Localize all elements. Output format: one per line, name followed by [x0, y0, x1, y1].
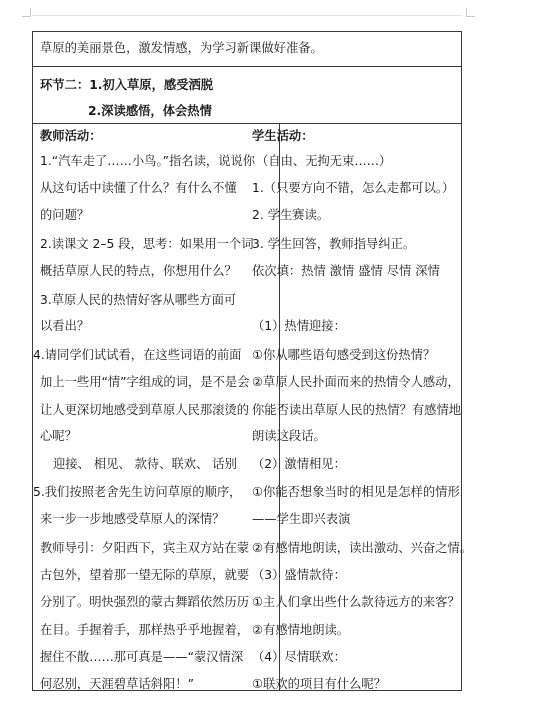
teacher-line: 加上一些用“情”字组成的词，是不是会 — [40, 375, 250, 389]
teacher-line: 分别了。明快强烈的蒙古舞蹈依然历历 — [40, 595, 250, 609]
row-divider-2 — [33, 123, 461, 124]
student-line: （3）盛情款待： — [252, 568, 346, 582]
student-line: 2. 学生赛读。 — [252, 208, 330, 222]
student-line: ①联欢的项目有什么呢？ — [252, 677, 386, 691]
student-line: ——学生即兴表演 — [252, 512, 351, 526]
teacher-line: 1.“汽车走了……小鸟。”指名读，说说你 — [40, 154, 256, 168]
teacher-line: 来一步一步地感受草原人的深情？ — [40, 512, 225, 526]
student-line: ②草原人民扑面而来的热情令人感动， — [252, 375, 460, 389]
student-line: ①主人们拿出些什么款待远方的来客？ — [252, 595, 460, 609]
teacher-line: 3.草原人民的热情好客从哪些方面可 — [40, 293, 237, 307]
teacher-line: 概括草原人民的特点，你想用什么？ — [40, 264, 237, 278]
page-top-edge — [32, 15, 462, 16]
lesson-plan-table — [32, 31, 473, 691]
teacher-line: 教师导引：夕阳西下，宾主双方站在蒙 — [40, 541, 250, 555]
teacher-line: 在目。手握着手，那样热乎乎地握着， — [40, 623, 250, 637]
student-line: ①你从哪些语句感受到这份热情？ — [252, 348, 436, 362]
teacher-line: 迎接、 相见、 款待、联欢、 话别 — [53, 457, 237, 471]
teacher-line: 从这句话中读懂了什么？有什么不懂 — [40, 181, 237, 195]
teacher-line: 5.我们按照老舍先生访问草原的顺序， — [33, 485, 242, 499]
student-line: （4）尽情联欢： — [252, 650, 346, 664]
teacher-line: 让人更深切地感受到草原人民那滚烫的 — [40, 403, 250, 417]
intro-line: 草原的美丽景色，激发情感，为学习新课做好准备。 — [40, 41, 323, 55]
student-line: 1.（只要方向不错，怎么走都可以。） — [252, 181, 455, 195]
section-title-2: 2.深读感悟，体会热情 — [88, 104, 212, 118]
teacher-line: 4.请同学们试试看，在这些词语的前面 — [33, 348, 242, 362]
student-line: （2）激情相见： — [252, 457, 346, 471]
teacher-line: 何忍别，天涯碧草话斜阳！” — [40, 677, 194, 691]
student-header: 学生活动： — [252, 129, 314, 143]
teacher-line: 以看出？ — [40, 319, 90, 333]
student-line: ②有感情地朗读。 — [252, 623, 350, 637]
student-line: 3. 学生回答，教师指导纠正。 — [252, 237, 416, 251]
teacher-line: 心呢？ — [40, 429, 77, 443]
section-title-1: 环节二：1.初入草原，感受洒脱 — [40, 78, 214, 92]
teacher-line: 2.读课文 2–5 段，思考：如果用一个词 — [40, 237, 254, 251]
student-line: 依次填：热情 激情 盛情 尽情 深情 — [252, 264, 440, 278]
page-corner-left — [22, 8, 31, 17]
teacher-line: 握住不散……那可真是——“蒙汉情深 — [40, 650, 244, 664]
teacher-header: 教师活动： — [40, 129, 102, 143]
student-line: ②有感情地朗读，读出激动、兴奋之情。 — [252, 541, 473, 555]
student-line: 朗读这段话。 — [252, 429, 326, 443]
teacher-line: 古包外，望着那一望无际的草原，就要 — [40, 568, 250, 582]
row-divider-1 — [33, 66, 461, 67]
page-corner-right — [466, 8, 475, 17]
student-line: ①你能否想象当时的相见是怎样的情形 — [252, 485, 460, 499]
student-line: （1）热情迎接： — [252, 319, 346, 333]
student-line: 你能否读出草原人民的热情？有感情地 — [252, 403, 462, 417]
teacher-line: 的问题？ — [40, 208, 90, 222]
student-line: （自由、无拘无束……） — [256, 154, 392, 168]
